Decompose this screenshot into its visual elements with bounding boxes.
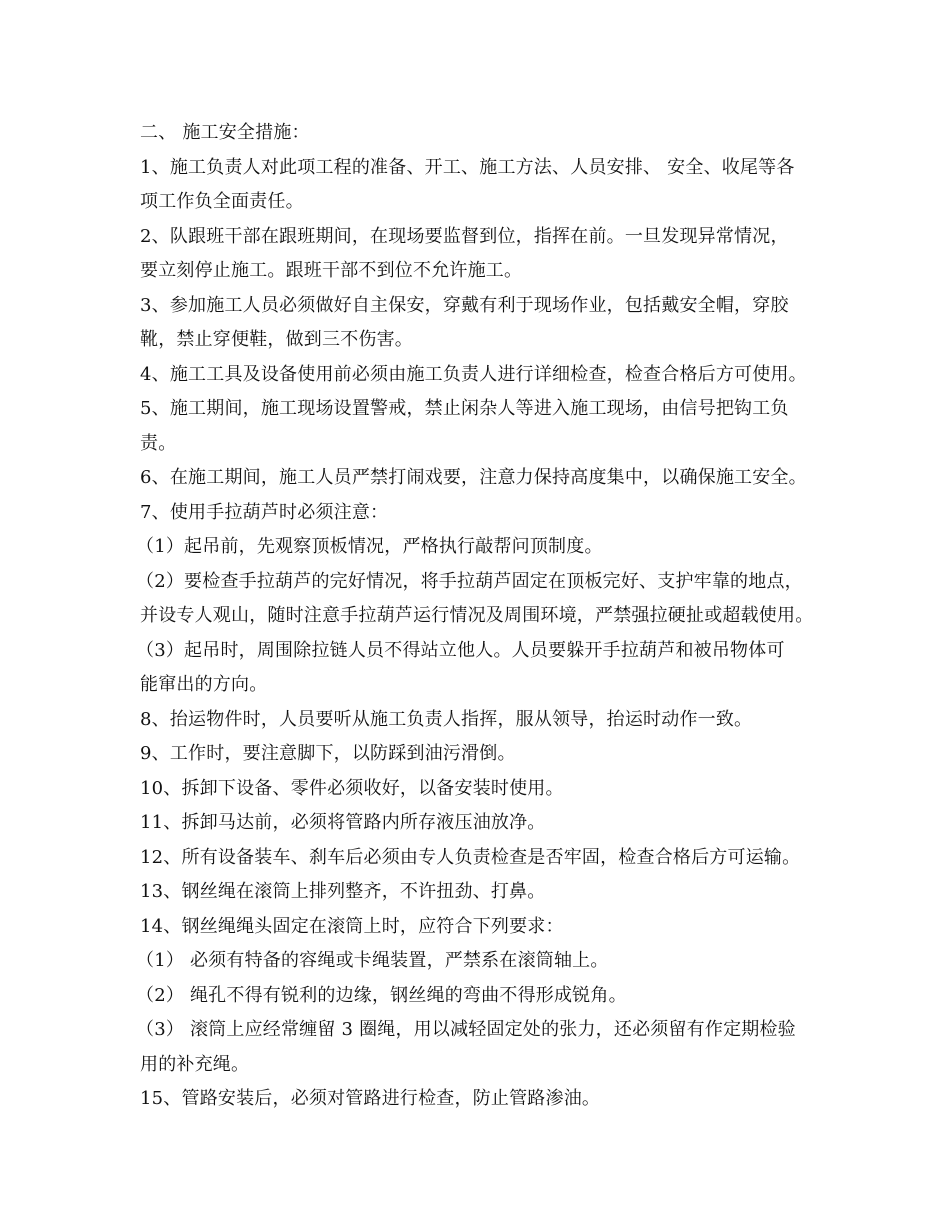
- text-line: 14、钢丝绳绳头固定在滚筒上时，应符合下列要求：: [140, 915, 564, 937]
- text-line: 责。: [140, 432, 177, 454]
- text-line: 7、使用手拉葫芦时必须注意：: [140, 501, 389, 523]
- text-line: 6、在施工期间，施工人员严禁打闹戏要，注意力保持高度集中，以确保施工安全。: [140, 467, 807, 488]
- sub-item-line: （2） 绳孔不得有锐利的边缘，钢丝绳的弯曲不得形成锐角。: [136, 984, 627, 1006]
- text-line: 4、施工工具及设备使用前必须由施工负责人进行详细检查，检查合格后方可使用。: [140, 363, 807, 385]
- text-line: 15、管路安装后，必须对管路进行检查，防止管路渗油。: [140, 1088, 601, 1109]
- text-line: 项工作负全面责任。: [140, 191, 304, 212]
- section-heading: 二、 施工安全措施：: [140, 122, 310, 143]
- text-line: 用的补充绳。: [140, 1053, 250, 1075]
- text-line: 能窜出的方向。: [140, 674, 268, 695]
- text-line: 9、工作时，要注意脚下，以防踩到油污滑倒。: [140, 743, 516, 764]
- sub-item-line: （1）起吊前，先观察顶板情况，严格执行敲帮问顶制度。: [136, 536, 603, 557]
- text-line: 要立刻停止施工。跟班干部不到位不允许施工。: [140, 260, 523, 281]
- text-line: 并设专人观山，随时注意手拉葫芦运行情况及周围环境，严禁强拉硬扯或超载使用。: [140, 605, 814, 626]
- text-line: 11、拆卸马达前，必须将管路内所存液压油放净。: [140, 812, 546, 833]
- text-line: 3、参加施工人员必须做好自主保安，穿戴有利于现场作业，包括戴安全帽，穿胶: [140, 294, 789, 316]
- text-line: 2、队跟班干部在跟班期间，在现场要监督到位，指挥在前。一旦发现异常情况，: [140, 225, 789, 247]
- sub-item-line: （3）起吊时，周围除拉链人员不得站立他人。人员要躲开手拉葫芦和被吊物体可: [136, 639, 785, 661]
- sub-item-line: （1） 必须有特备的容绳或卡绳装置，严禁系在滚筒轴上。: [136, 950, 609, 971]
- sub-item-line: （2）要检查手拉葫芦的完好情况，将手拉葫芦固定在顶板完好、支护牢靠的地点，: [136, 570, 803, 592]
- text-line: 10、拆卸下设备、零件必须收好，以备安装时使用。: [140, 777, 564, 799]
- text-line: 1、施工负责人对此项工程的准备、开工、施工方法、人员安排、 安全、收尾等各: [140, 156, 795, 178]
- text-line: 12、所有设备装车、刹车后必须由专人负责检查是否牢固，检查合格后方可运输。: [140, 846, 801, 868]
- text-line: 13、钢丝绳在滚筒上排列整齐，不许扭劲、打鼻。: [140, 881, 546, 902]
- sub-item-line: （3） 滚筒上应经常缠留 3 圈绳，用以减轻固定处的张力，还必须留有作定期检验: [136, 1019, 796, 1040]
- document-body: [136, 116, 840, 1117]
- text-line: 8、抬运物件时，人员要听从施工负责人指挥，服从领导，抬运时动作一致。: [140, 708, 753, 730]
- text-line: 靴，禁止穿便鞋，做到三不伤害。: [140, 329, 413, 350]
- text-line: 5、施工期间，施工现场设置警戒，禁止闲杂人等进入施工现场，由信号把钩工负: [140, 398, 789, 419]
